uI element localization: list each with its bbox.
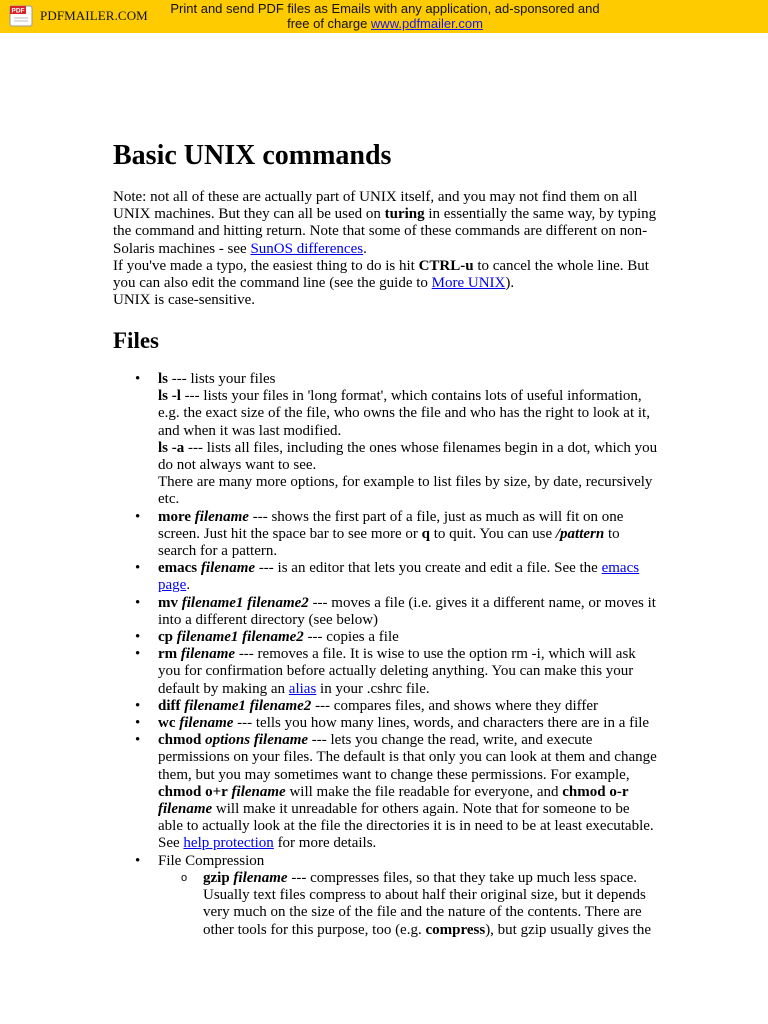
list-item-mv: • mv filename1 filename2 --- moves a file (i.e. gives it a different name, or moves it into a different directory (see below) xyxy=(158,595,658,629)
alias-link[interactable]: alias xyxy=(288,680,317,697)
intro-paragraph: Note: not all of these are actually part of UNIX itself, and you may not find them on all UNIX machines. But they can all be used on turing in essentially the same way, by typing the command and hitting return. Note that some of these commands are different on non-Solaris machines - see SunOS differences. xyxy=(113,189,657,257)
sunos-differences-link[interactable]: SunOS differences xyxy=(250,240,364,257)
files-heading: Files xyxy=(113,328,159,353)
list-item-diff: • diff filename1 filename2 --- compares files, and shows where they differ xyxy=(158,698,658,715)
list-item-rm: • rm filename --- removes a file. It is wise to use the option rm -i, which will ask you for confirmation before actually deleting anything. You can make this your default by making an alias in your .cshrc file. xyxy=(158,646,658,698)
pdfmailer-banner xyxy=(0,0,768,33)
brand-name: PDFMAILER.COM xyxy=(40,8,148,23)
pdfmailer-link[interactable]: www.pdfmailer.com xyxy=(370,16,483,31)
list-item-gzip: o gzip filename --- compresses files, so that they take up much less space. Usually text files compress to about half their original size, but it depends very much on the size of the file and the nature of the contents. There are other tools for this purpose, too (e.g. compress), but gzip usually gives the xyxy=(203,870,658,939)
compression-sublist xyxy=(158,870,658,939)
list-item-ls: • ls --- lists your files ls -l --- lists your files in 'long format', which contains lots of useful information, e.g. the exact size of the file, who owns the file and who has the right to look at it, and when it was last modified. ls -a --- lists all files, including the ones whose filenames begin in a dot, which you do not always want to see. There are many more options, for example to list files by size, by date, recursively etc. xyxy=(158,371,658,509)
list-item-wc: • wc filename --- tells you how many lines, words, and characters there are in a file xyxy=(158,715,658,732)
case-sensitive-note: UNIX is case-sensitive. xyxy=(113,292,256,309)
svg-text:PDF: PDF xyxy=(11,7,25,15)
list-item-more: • more filename --- shows the first part of a file, just as much as will fit on one screen. Just hit the space bar to see more or q to quit. You can use /pattern to search for a pattern. xyxy=(158,509,658,561)
list-item-cp: • cp filename1 filename2 --- copies a file xyxy=(158,629,658,646)
intro-section xyxy=(113,189,658,309)
banner-tagline xyxy=(160,1,610,31)
list-item-chmod: • chmod options filename --- lets you change the read, write, and execute permissions on your files. The default is that only you can look at them and change them, but you may sometimes want to change these permissions. For example, chmod o+r filename will make the file readable for everyone, and chmod o-r filename will make it unreadable for others again. Note that for someone to be able to actually look at the file the directories it is in need to be at least executable. See help protection for more details. xyxy=(158,732,658,852)
tagline-line1: Print and send PDF files as Emails with any application, ad-sponsored and xyxy=(170,1,600,16)
page-title: Basic UNIX commands xyxy=(113,140,392,171)
list-item-emacs: • emacs filename --- is an editor that lets you create and edit a file. See the emacs page. xyxy=(158,560,658,594)
typo-paragraph: If you've made a typo, the easiest thing to do is hit CTRL-u to cancel the whole line. But you can also edit the command line (see the guide to More UNIX). xyxy=(113,257,649,292)
files-command-list xyxy=(113,371,658,939)
tagline-line2: free of charge xyxy=(287,16,371,31)
pdf-logo-icon xyxy=(9,5,33,27)
help-protection-link[interactable]: help protection xyxy=(183,835,274,852)
more-unix-link[interactable]: More UNIX xyxy=(431,275,506,292)
list-item-file-compression: • File Compression o gzip filename --- compresses files, so that they take up much less space. Usually text files compress to about half their original size, but it depends very much on the size of the file and the nature of the contents. There are other tools for this purpose, too (e.g. compress), but gzip usually gives the xyxy=(158,853,658,939)
emacs-page-link[interactable]: emacs page xyxy=(158,560,640,594)
